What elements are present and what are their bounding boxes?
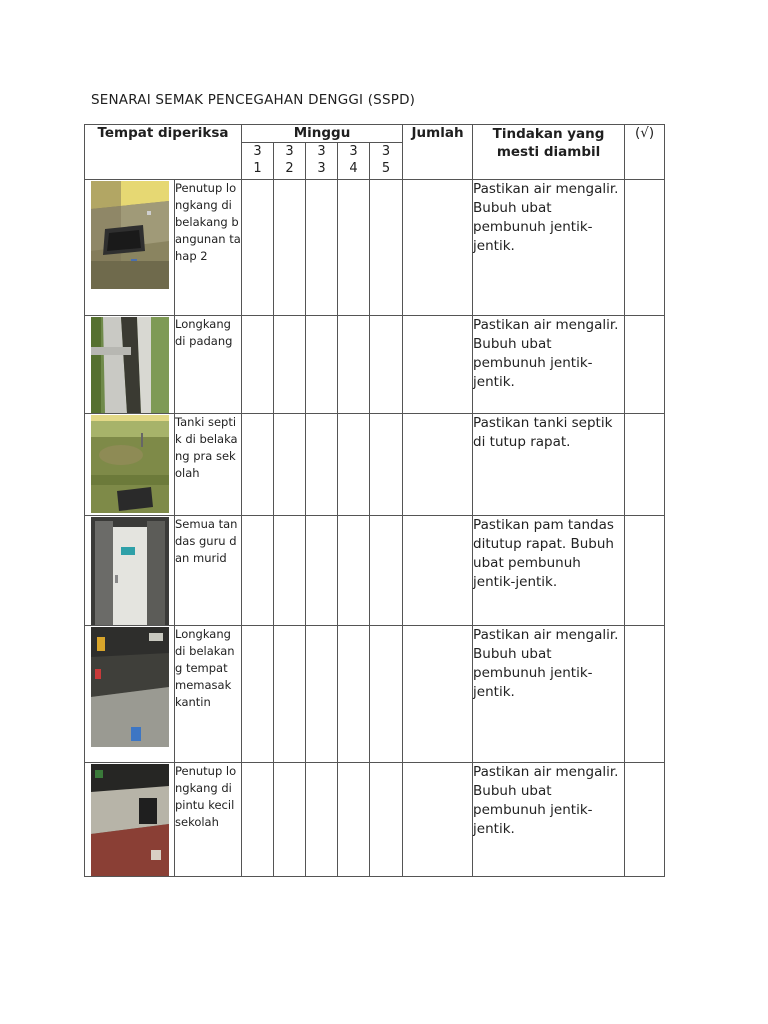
- gate-drain-photo: [91, 764, 169, 876]
- week-cell[interactable]: [370, 516, 403, 626]
- photo-cell: [85, 180, 175, 316]
- drain-cover-photo: [91, 181, 169, 289]
- header-jumlah: Jumlah: [403, 125, 473, 180]
- jumlah-cell[interactable]: [403, 516, 473, 626]
- action-text: Pastikan air mengalir. Bubuh ubat pembunuh jentik-jentik.: [473, 316, 625, 414]
- week-cell[interactable]: [338, 414, 370, 516]
- week-cell[interactable]: [242, 414, 274, 516]
- action-text: Pastikan pam tandas ditutup rapat. Bubuh ubat pembunuh jentik-jentik.: [473, 516, 625, 626]
- week-cell[interactable]: [242, 180, 274, 316]
- week-cell[interactable]: [306, 763, 338, 877]
- week-35: 3 5: [370, 143, 403, 180]
- location-text: Longkang di belakang tempat memasak kantin: [175, 626, 242, 763]
- week-33: 3 3: [306, 143, 338, 180]
- header-tick: (√): [625, 125, 665, 180]
- action-text: Pastikan air mengalir. Bubuh ubat pembunuh jentik-jentik.: [473, 763, 625, 877]
- week-cell[interactable]: [370, 316, 403, 414]
- header-minggu: Minggu: [242, 125, 403, 143]
- table-row: [85, 626, 665, 763]
- tick-cell[interactable]: [625, 316, 665, 414]
- toilet-photo: [91, 517, 169, 625]
- header-place: Tempat diperiksa: [85, 125, 242, 180]
- week-cell[interactable]: [274, 180, 306, 316]
- tick-cell[interactable]: [625, 516, 665, 626]
- photo-cell: [85, 516, 175, 626]
- canteen-drain-photo: [91, 627, 169, 747]
- drain-field-photo: [91, 317, 169, 413]
- jumlah-cell[interactable]: [403, 626, 473, 763]
- week-cell[interactable]: [370, 180, 403, 316]
- week-cell[interactable]: [338, 626, 370, 763]
- action-text: Pastikan air mengalir. Bubuh ubat pembunuh jentik-jentik.: [473, 180, 625, 316]
- photo-cell: [85, 414, 175, 516]
- week-cell[interactable]: [242, 626, 274, 763]
- week-cell[interactable]: [274, 316, 306, 414]
- week-cell[interactable]: [370, 414, 403, 516]
- location-text: Tanki septik di belakang pra sekolah: [175, 414, 242, 516]
- week-cell[interactable]: [338, 516, 370, 626]
- photo-cell: [85, 763, 175, 877]
- week-cell[interactable]: [242, 516, 274, 626]
- septic-tank-photo: [91, 415, 169, 513]
- location-text: Penutup longkang di belakang bangunan tahap 2: [175, 180, 242, 316]
- table-row: [85, 180, 665, 316]
- location-text: Semua tandas guru dan murid: [175, 516, 242, 626]
- tick-cell[interactable]: [625, 626, 665, 763]
- week-cell[interactable]: [370, 626, 403, 763]
- week-cell[interactable]: [274, 516, 306, 626]
- header-tindakan: Tindakan yang mesti diambil: [473, 125, 625, 180]
- table-row: [85, 316, 665, 414]
- table-row: [85, 414, 665, 516]
- week-cell[interactable]: [306, 626, 338, 763]
- checklist-table: [84, 124, 665, 877]
- week-cell[interactable]: [242, 763, 274, 877]
- week-cell[interactable]: [338, 180, 370, 316]
- week-34: 3 4: [338, 143, 370, 180]
- tick-cell[interactable]: [625, 414, 665, 516]
- week-cell[interactable]: [274, 763, 306, 877]
- action-text: Pastikan tanki septik di tutup rapat.: [473, 414, 625, 516]
- action-text: Pastikan air mengalir. Bubuh ubat pembunuh jentik-jentik.: [473, 626, 625, 763]
- jumlah-cell[interactable]: [403, 180, 473, 316]
- photo-cell: [85, 316, 175, 414]
- week-cell[interactable]: [274, 414, 306, 516]
- week-cell[interactable]: [306, 180, 338, 316]
- week-cell[interactable]: [274, 626, 306, 763]
- document-title: SENARAI SEMAK PENCEGAHAN DENGGI (SSPD): [91, 92, 416, 108]
- week-cell[interactable]: [242, 316, 274, 414]
- location-text: Penutup longkang di pintu kecil sekolah: [175, 763, 242, 877]
- week-31: 3 1: [242, 143, 274, 180]
- jumlah-cell[interactable]: [403, 414, 473, 516]
- week-cell[interactable]: [306, 316, 338, 414]
- location-text: Longkang di padang: [175, 316, 242, 414]
- week-cell[interactable]: [338, 763, 370, 877]
- tick-cell[interactable]: [625, 763, 665, 877]
- jumlah-cell[interactable]: [403, 316, 473, 414]
- table-row: [85, 763, 665, 877]
- week-cell[interactable]: [306, 516, 338, 626]
- tick-cell[interactable]: [625, 180, 665, 316]
- table-row: [85, 516, 665, 626]
- week-cell[interactable]: [338, 316, 370, 414]
- week-cell[interactable]: [306, 414, 338, 516]
- week-32: 3 2: [274, 143, 306, 180]
- photo-cell: [85, 626, 175, 763]
- week-cell[interactable]: [370, 763, 403, 877]
- jumlah-cell[interactable]: [403, 763, 473, 877]
